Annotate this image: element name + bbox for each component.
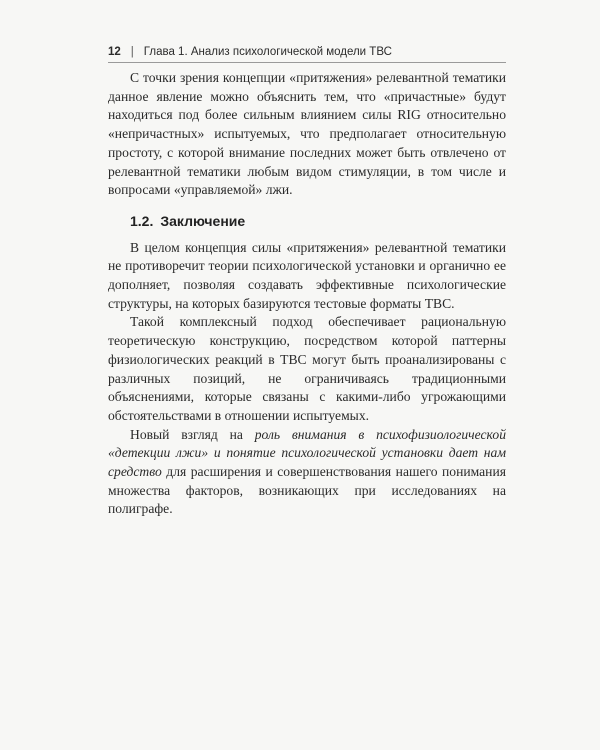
- chapter-title: Глава 1. Анализ психологической модели ТВС: [143, 46, 392, 58]
- paragraph: В целом концепция силы «притяжения» релевантной тематики не противоречит теории психологической установки и органично ее дополняет, позволяя создавать эффективные психологические структуры, на которых базируются тестовые форматы ТВС.: [108, 239, 506, 311]
- section-title: Заключение: [160, 212, 246, 229]
- page-number: 12: [108, 46, 121, 58]
- section-heading: [108, 212, 506, 231]
- paragraph: С точки зрения концепции «притяжения» релевантной тематики данное явление можно объяснить тем, что «причастные» будут находиться под более сильным влиянием силы RIG относительно «непричастных» испытуемых, что предполагает относительную простоту, с которой внимание последних может быть отвлечено от релевантной тематики любым видом стимуляции, в том числе и вопросами «управляемой» лжи.: [108, 70, 506, 198]
- paragraph: [108, 426, 506, 520]
- paragraph: Такой комплексный подход обеспечивает рациональную теоретическую конструкцию, посредством которой паттерны физиологических реакций в ТВС могут быть проанализированы с различных позиций, не ограничиваясь традиционными объяснениями, которые связаны с какими-либо угрожающими обстоятельствами в отношении испытуемых.: [108, 314, 506, 423]
- italic-emphasis: роль внимания в психофизиологической «детекции лжи» и понятие психологической установки дает нам средство: [108, 426, 506, 480]
- running-header: [108, 42, 506, 62]
- section-number: 1.2.: [130, 212, 154, 229]
- paragraph-lead: Новый взгляд на: [130, 426, 255, 442]
- header-rule: [108, 62, 506, 63]
- body-text: [108, 69, 506, 519]
- header-separator: |: [130, 46, 134, 58]
- paragraph-tail: для расширения и совершенствования нашего понимания множества факторов, возникающих при исследованиях на полиграфе.: [108, 464, 506, 517]
